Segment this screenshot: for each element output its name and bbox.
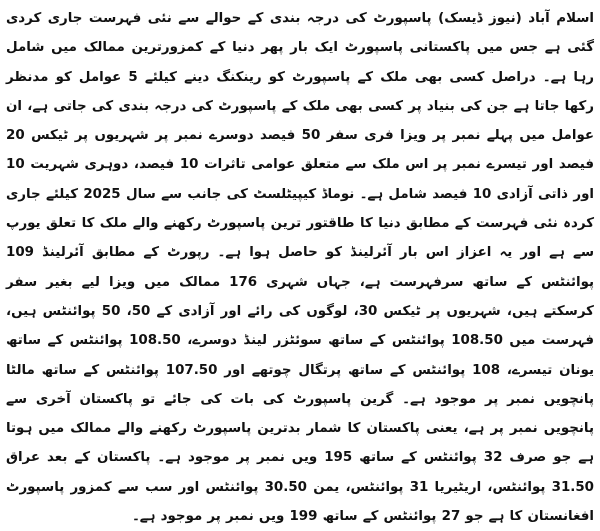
article-body-text: اسلام آباد (نیوز ڈیسک) پاسپورٹ کی درجہ بندی کے حوالے سے نئی فہرست جاری کردی گئی ہے جس میں پاکستانی پاسپورٹ ایک بار پھر دنیا کے کمزورترین ممالک میں شامل رہا ہے۔ دراصل کسی بھی ملک کے پاسپورٹ کو رینکنگ دینے کیلئے 5 عوامل کو مدنظر رکھا جاتا ہے جن کی بنیاد پر کسی بھی ملک کے پاسپورٹ کی درجہ بندی کی جاتی ہے، ان عوامل میں پہلے نمبر پر ویزا فری سفر 50 فیصد دوسرے نمبر پر شہریوں پر ٹیکس 20 فیصد اور تیسرے نمبر پر اس ملک سے متعلق عوامی تاثرات 10 فیصد، دوہری شہریت 10 اور ذاتی آزادی 10 فیصد شامل ہے۔ نوماڈ کیپیٹلسٹ کی جانب سے سال 2025 کیلئے جاری کردہ نئی فہرست کے مطابق دنیا کا طاقتور ترین پاسپورٹ رکھنے والے ملک کا تعلق یورپ سے ہے اور یہ اعزاز اس بار آئرلینڈ کو حاصل ہوا ہے۔ رپورٹ کے مطابق آئرلینڈ 109 پوائنٹس کے ساتھ سرفہرست ہے، جہاں شہری 176 ممالک میں ویزا لیے بغیر سفر کرسکتے ہیں، شہریوں پر ٹیکس 30، لوگوں کی رائے اور آزادی کے 50، 50 پوائنٹس ہیں، فہرست میں 108.50 پوائنٹس کے ساتھ سوئٹزر لینڈ دوسرے، 108.50 پوائنٹس کے ساتھ یونان تیسرے، 108 پوائنٹس کے ساتھ پرتگال چوتھے اور 107.50 پوائنٹس کے ساتھ مالٹا پانچویں نمبر پر موجود ہے۔ گرین پاسپورٹ کی بات کی جائے تو پاکستان آخری سے پانچویں نمبر پر ہے، یعنی پاکستان کا شمار بدترین پاسپورٹ رکھنے والے ممالک میں ہوتا ہے جو صرف 32 پوائنٹس کے ساتھ 195 ویں نمبر پر موجود ہے۔ پاکستان کے بعد عراق 31.50 پوائنٹس، اریٹیریا 31 پوائنٹس، یمن 30.50 پوائنٹس اور سب سے کمزور پاسپورٹ افغانستان کا ہے جو 27 پوائنٹس کے ساتھ 199 ویں نمبر پر موجود ہے۔ <box>6 11 595 525</box>
